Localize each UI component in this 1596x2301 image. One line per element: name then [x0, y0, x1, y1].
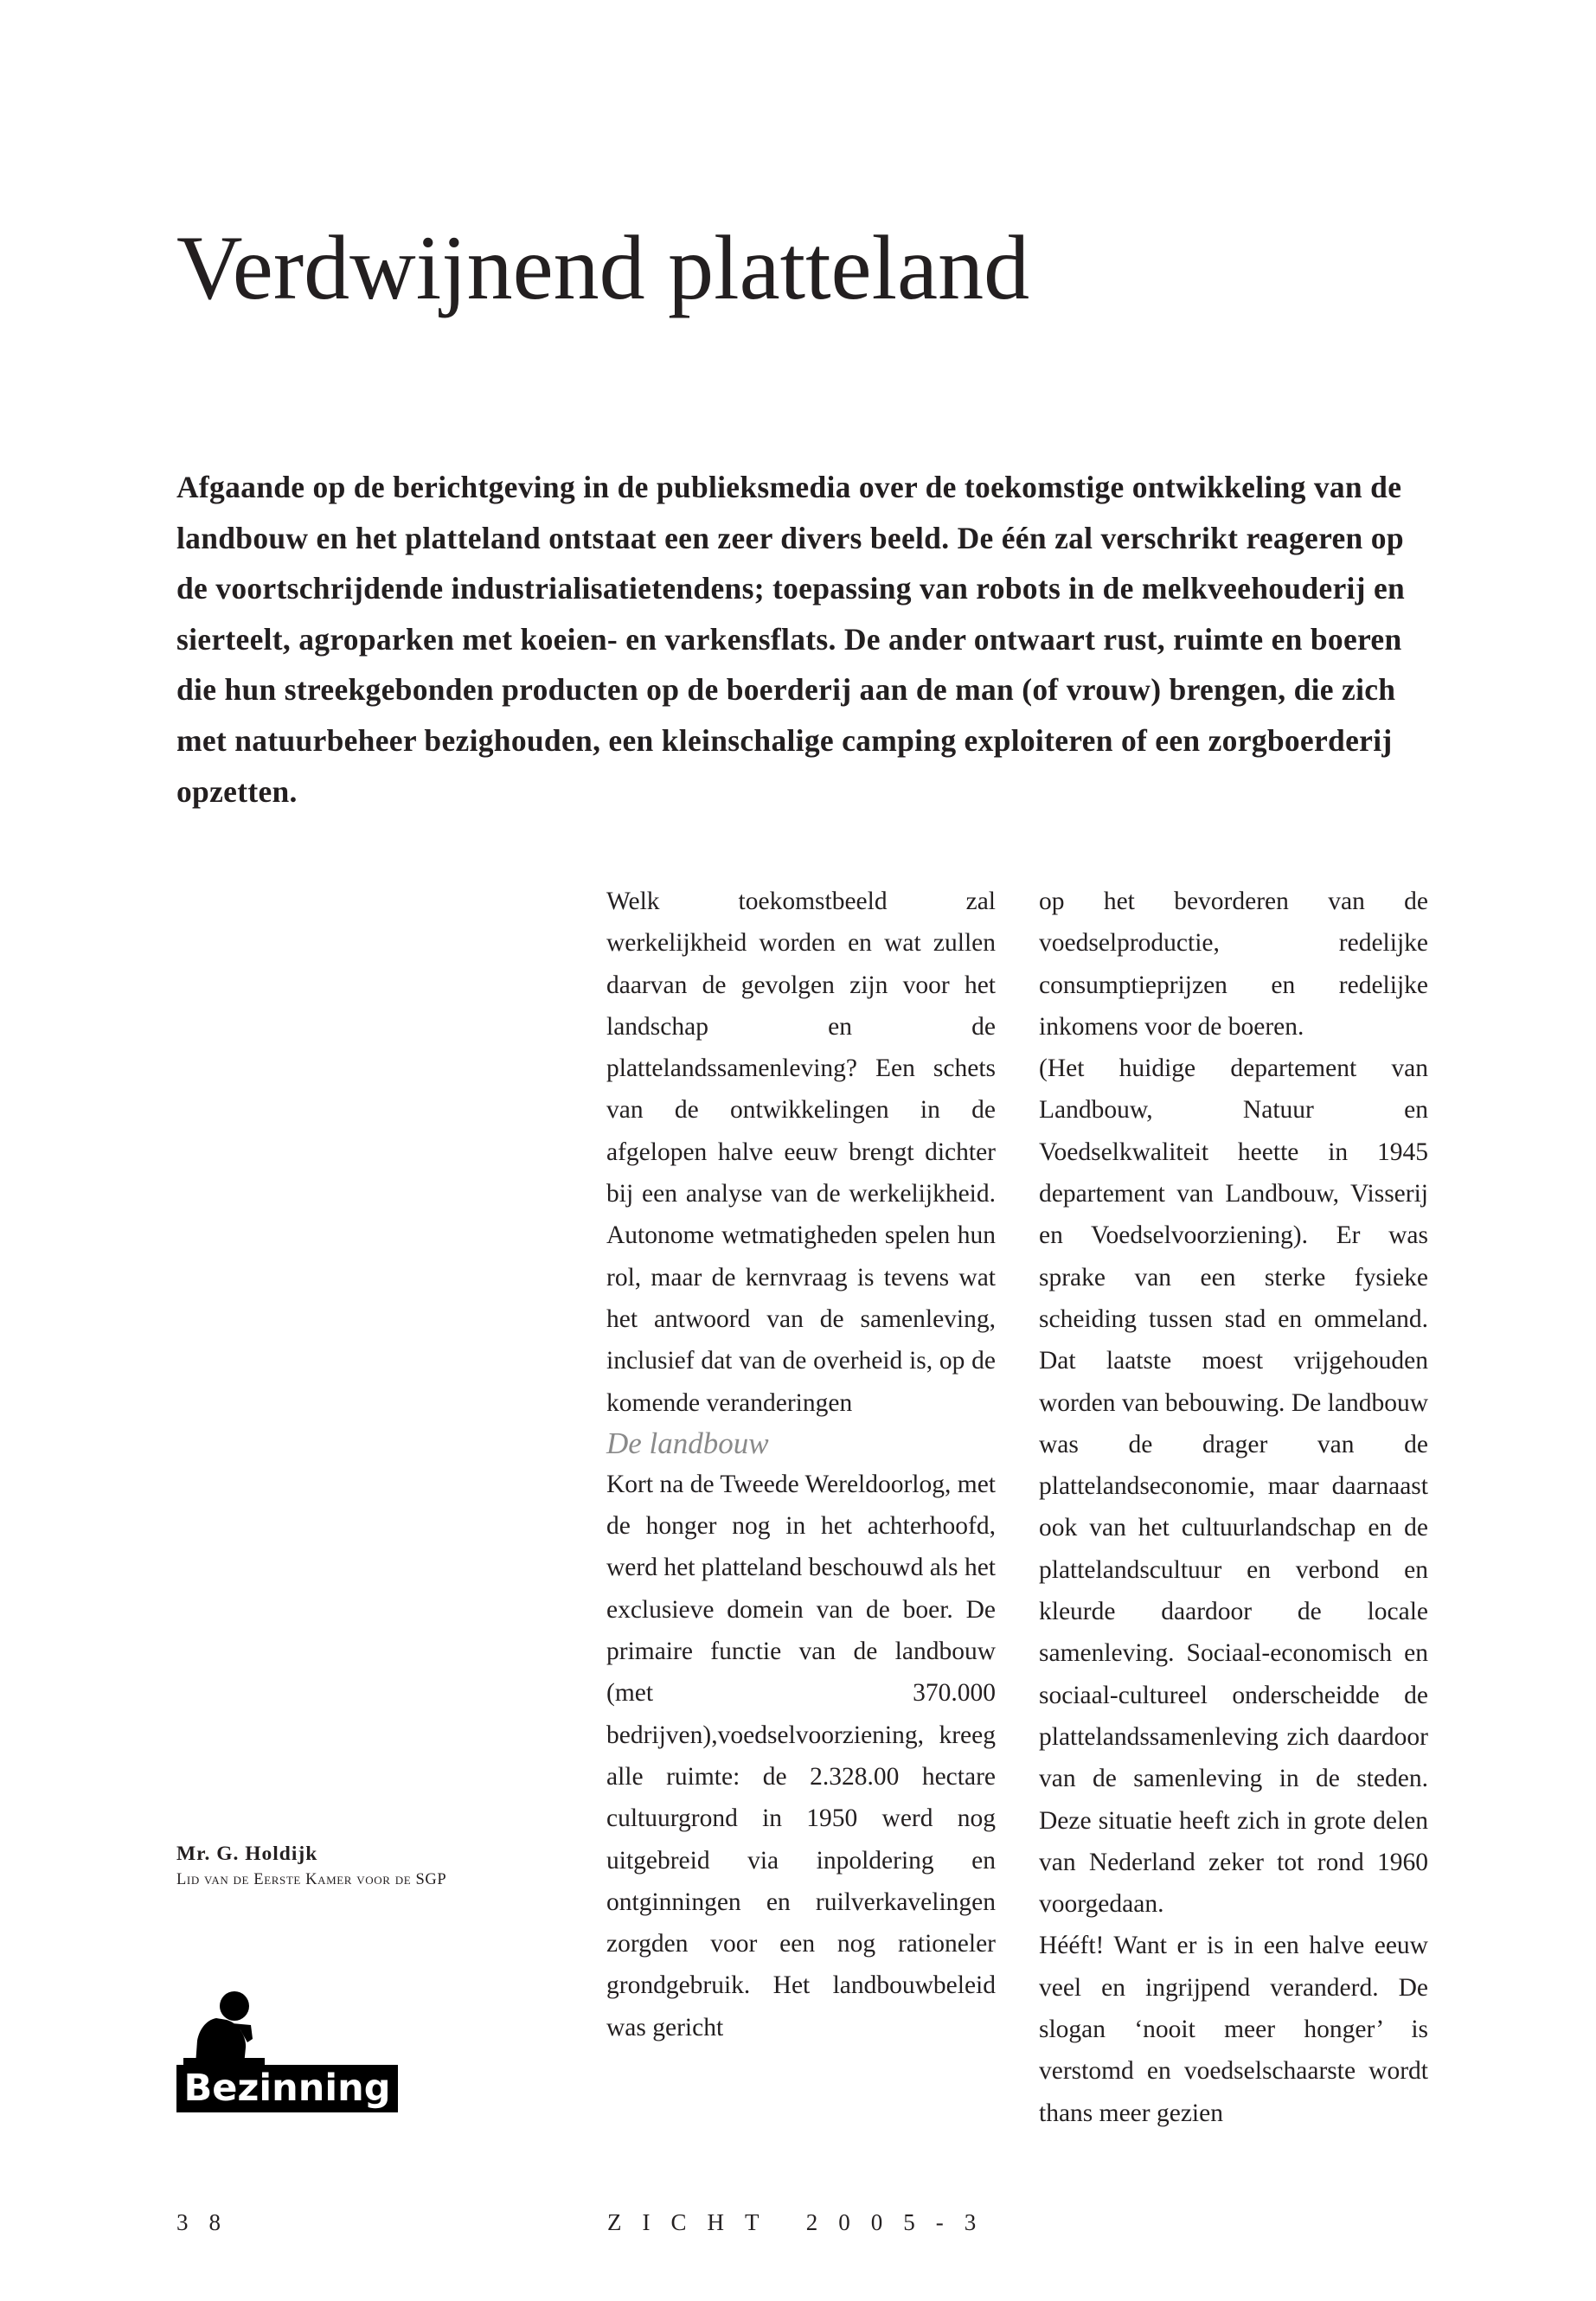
thinking-figure-icon	[176, 1985, 272, 2068]
article-title: Verdwijnend platteland	[176, 217, 1030, 318]
text-column-2	[1039, 881, 1428, 2134]
page-number: 38	[176, 2209, 241, 2235]
author-byline	[176, 1840, 446, 1892]
section-subheading: De landbouw	[606, 1426, 769, 1460]
section-logo-label: Bezinning	[176, 2065, 398, 2112]
section-logo	[176, 1985, 398, 2115]
article-intro: Afgaande op de berichtgeving in de publieksmedia over de toekomstige ontwikkeling van de landbouw en het platteland ontstaat een zeer divers beeld. De één zal verschrikt reageren op de voortschrijdende industrialisatietendens; toepassing van robots in de melkveehouderij en sierteelt, agroparken met koeien- en varkensflats. De ander ontwaart rust, ruimte en boeren die hun streekgebonden producten op de boerderij aan de man (of vrouw) brengen, die zich met natuurbeheer bezighouden, een kleinschalige camping exploiteren of een zorgboerderij opzetten.	[176, 470, 1406, 809]
body-paragraph: (Het huidige departement van Landbouw, Natuur en Voedselkwaliteit heette in 1945 departement van Landbouw, Visserij en Voedselvoorziening). Er was sprake van een sterke fysieke scheiding tussen stad en ommeland. Dat laatste moest vrijgehouden worden van bebouwing. De landbouw was de drager van de plattelandseconomie, maar daarnaast ook van het cultuurlandschap en de plattelandscultuur en verbond en kleurde daardoor de locale samenleving. Sociaal-economisch en sociaal-cultureel onderscheidde de plattelandssamenleving zich daardoor van de samenleving in de steden. Deze situatie heeft zich in grote delen van Nederland zeker tot rond 1960 voorgedaan.	[1039, 1054, 1428, 1919]
body-paragraph: Kort na de Tweede Wereldoorlog, met de honger nog in het achterhoofd, werd het platteland beschouwd als het exclusieve domein van de boer. De primaire functie van de landbouw (met 370.000 bedrijven),voedselvoorziening, kreeg alle ruimte: de 2.328.00 hectare cultuurgrond in 1950 werd nog uitgebreid via inpoldering en ontginningen en ruilverkavelingen zorgden voor een nog rationeler grondgebruik. Het landbouwbeleid was gericht	[606, 1470, 996, 2041]
text-column-1	[606, 881, 996, 2048]
body-paragraph: Welk toekomstbeeld zal werkelijkheid worden en wat zullen daarvan de gevolgen zijn voor het landschap en de plattelandssamenleving? Een schets van de ontwikkelingen in de afgelopen halve eeuw brengt dichter bij een analyse van de werkelijkheid. Autonome wetmatigheden spelen hun rol, maar de kernvraag is tevens wat het antwoord van de samenleving, inclusief dat van de overheid is, op de komende veranderingen	[606, 888, 996, 1417]
body-paragraph: op het bevorderen van de voedselproductie, redelijke consumptieprijzen en redelijke inkomens voor de boeren.	[1039, 888, 1428, 1041]
body-paragraph: Hééft! Want er is in een halve eeuw veel en ingrijpend veranderd. De slogan ‘nooit meer honger’ is verstomd en voedselschaarste wordt thans meer gezien	[1039, 1932, 1428, 2127]
running-title: ZICHT 2005-3	[607, 2209, 997, 2235]
author-name: Mr. G. Holdijk	[176, 1843, 318, 1865]
author-role: Lid van de Eerste Kamer voor de SGP	[176, 1871, 447, 1888]
